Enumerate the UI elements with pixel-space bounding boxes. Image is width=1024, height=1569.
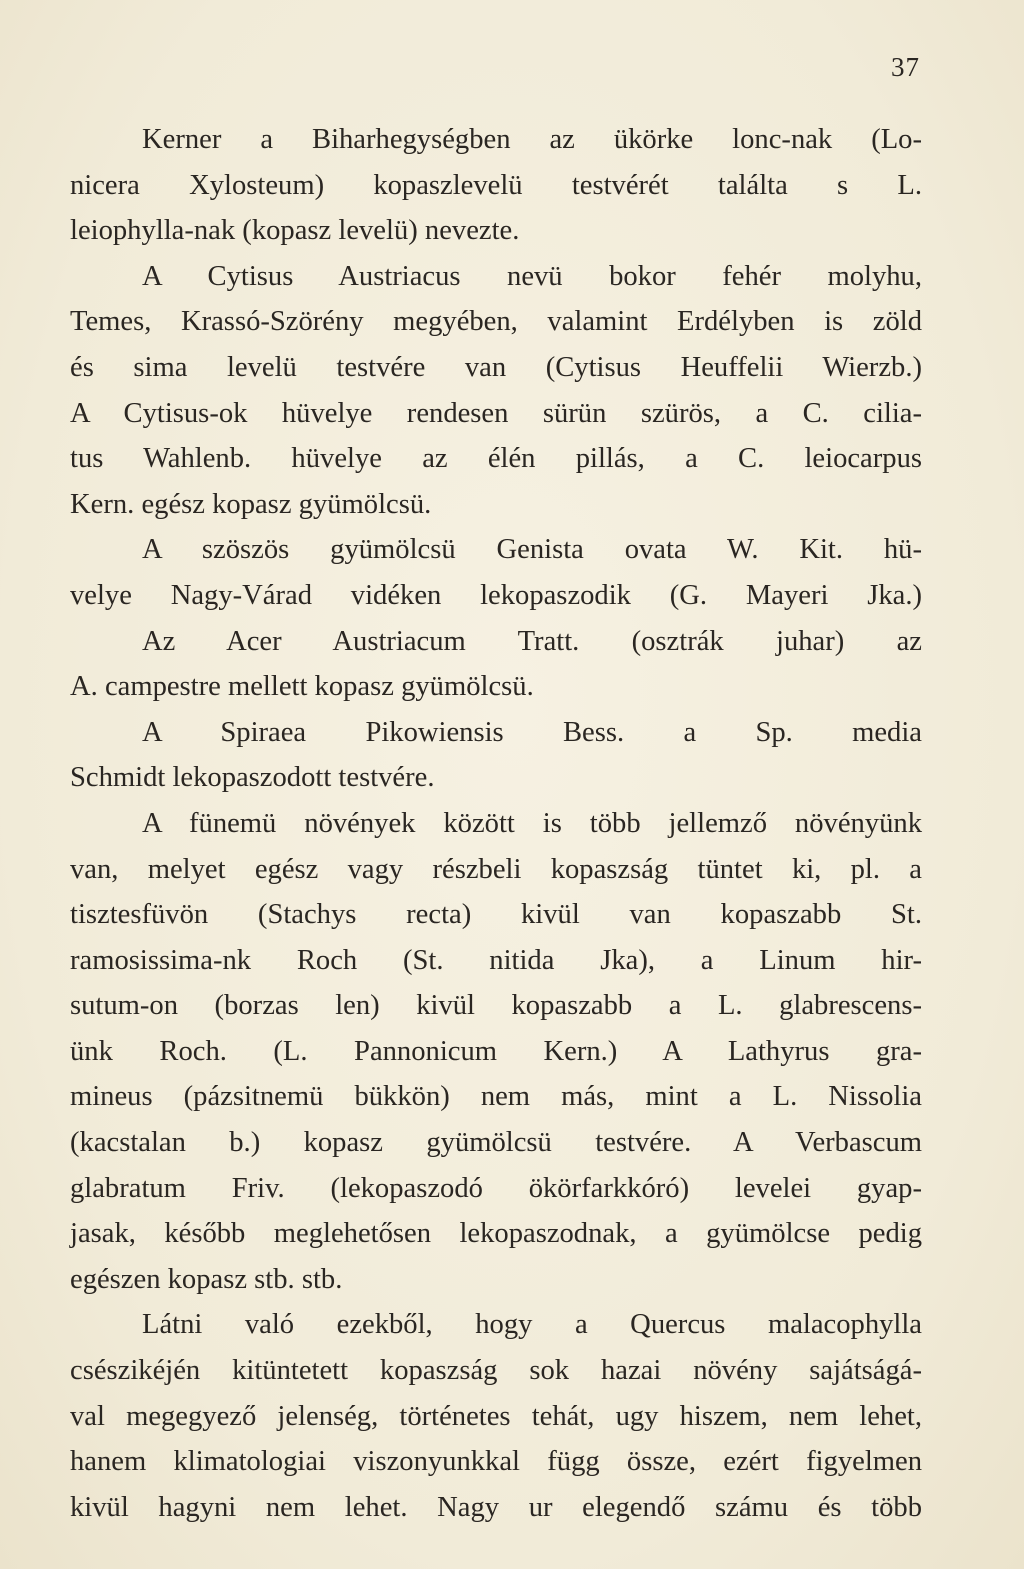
text-line: Látni való ezekből, hogy a Quercus malacophylla	[142, 1309, 922, 1341]
text-line: A Cytisus-ok hüvelye rendesen sürün szürös, a C. cilia-	[70, 397, 922, 429]
text-line: A Cytisus Austriacus nevü bokor fehér molyhu,	[142, 260, 922, 292]
text-line: (kacstalan b.) kopasz gyümölcsü testvére. A Verbascum	[70, 1127, 922, 1159]
text-line: csészikéjén kitüntetett kopaszság sok hazai növény sajátságá-	[70, 1355, 922, 1387]
text-line: velye Nagy-Várad vidéken lekopaszodik (G. Mayeri Jka.)	[70, 579, 922, 611]
page-body-text	[70, 117, 922, 1530]
text-line: tisztesfüvön (Stachys recta) kivül van kopaszabb St.	[70, 899, 922, 931]
text-line: mineus (pázsitnemü bükkön) nem más, mint a L. Nissolia	[70, 1081, 922, 1113]
text-line: A fünemü növények között is több jellemző növényünk	[142, 807, 922, 839]
text-line: A. campestre mellett kopasz gyümölcsü.	[70, 671, 534, 703]
page-number: 37	[891, 52, 920, 82]
text-line: egészen kopasz stb. stb.	[70, 1263, 343, 1295]
text-line: ramosissima-nk Roch (St. nitida Jka), a Linum hir-	[70, 944, 922, 976]
text-line: Kern. egész kopasz gyümölcsü.	[70, 488, 432, 520]
text-line: nicera Xylosteum) kopaszlevelü testvérét találta s L.	[70, 169, 922, 201]
text-line: és sima levelü testvére van (Cytisus Heuffelii Wierzb.)	[70, 351, 922, 383]
text-line: glabratum Friv. (lekopaszodó ökörfarkkóró) levelei gyap-	[70, 1172, 922, 1204]
text-line: Az Acer Austriacum Tratt. (osztrák juhar) az	[142, 625, 922, 657]
text-line: Temes, Krassó-Szörény megyében, valamint Erdélyben is zöld	[70, 306, 922, 338]
text-line: Kerner a Biharhegységben az ükörke lonc-nak (Lo-	[142, 124, 922, 155]
text-line: jasak, később meglehetősen lekopaszodnak, a gyümölcse pedig	[70, 1218, 922, 1250]
text-line: hanem klimatologiai viszonyunkkal függ össze, ezért figyelmen	[70, 1446, 922, 1478]
text-line: A Spiraea Pikowiensis Bess. a Sp. media	[142, 716, 922, 748]
text-line: kivül hagyni nem lehet. Nagy ur elegendő számu és több	[70, 1491, 922, 1523]
text-line: ünk Roch. (L. Pannonicum Kern.) A Lathyrus gra-	[70, 1035, 922, 1067]
text-line: tus Wahlenb. hüvelye az élén pillás, a C. leiocarpus	[70, 443, 922, 475]
text-line: A szöszös gyümölcsü Genista ovata W. Kit. hü-	[142, 534, 922, 566]
text-line: leiophylla-nak (kopasz levelü) nevezte.	[70, 215, 520, 247]
text-line: sutum-on (borzas len) kivül kopaszabb a L. glabrescens-	[70, 990, 922, 1022]
text-line: van, melyet egész vagy részbeli kopaszság tüntet ki, pl. a	[70, 853, 922, 885]
text-line: val megegyező jelenség, történetes tehát, ugy hiszem, nem lehet,	[70, 1400, 922, 1432]
text-line: Schmidt lekopaszodott testvére.	[70, 762, 435, 794]
